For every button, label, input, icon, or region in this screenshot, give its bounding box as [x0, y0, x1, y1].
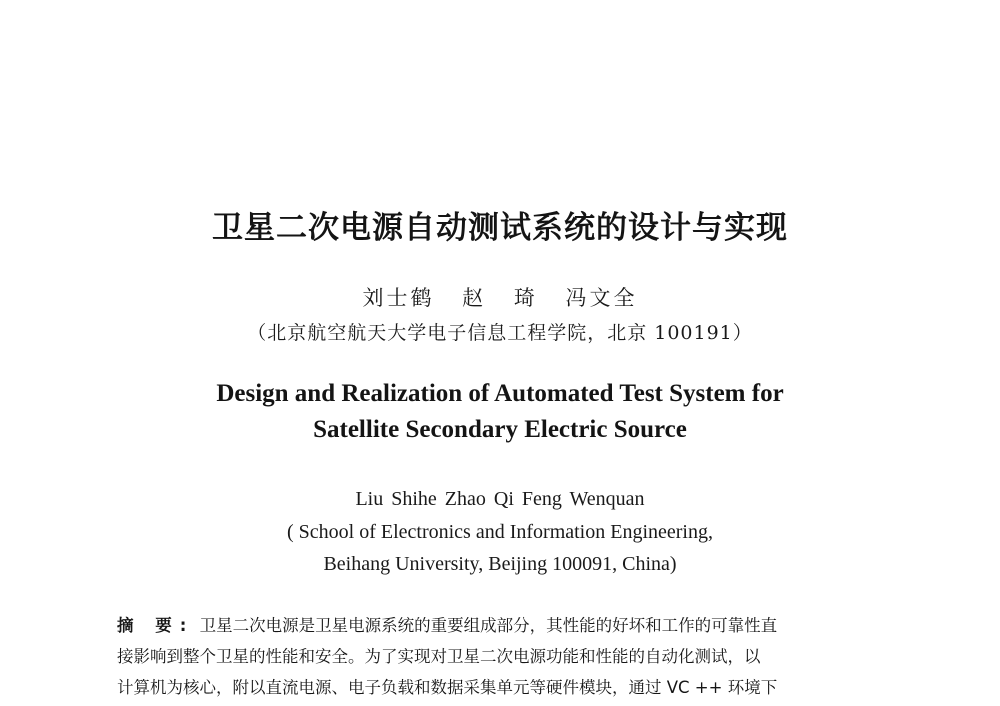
chinese-affiliation: （北京航空航天大学电子信息工程学院，北京 100191）	[247, 322, 753, 344]
abstract-line-3: 计算机为核心，附以直流电源、电子负载和数据采集单元等硬件模块，通过 VC ++ 环境下	[117, 678, 778, 697]
abstract-line-2: 接影响到整个卫星的性能和安全。为了实现对卫星二次电源功能和性能的自动化测试，以	[117, 647, 761, 666]
abstract-line-1	[117, 610, 887, 641]
chinese-title: 卫星二次电源自动测试系统的设计与实现	[212, 210, 788, 246]
abstract-text-1: 卫星二次电源是卫星电源系统的重要组成部分，其性能的好坏和工作的可靠性直	[199, 616, 778, 635]
abstract-label: 摘 要:	[117, 616, 195, 635]
english-affiliation-line-1: ( School of Electronics and Information Engineering,	[287, 521, 713, 543]
english-title-line-1: Design and Realization of Automated Test System for	[216, 380, 784, 407]
english-authors: Liu Shihe Zhao Qi Feng Wenquan	[355, 488, 645, 510]
chinese-authors: 刘士鹤 赵 琦 冯文全	[362, 286, 638, 310]
english-title-line-2: Satellite Secondary Electric Source	[313, 416, 687, 443]
english-affiliation-line-2: Beihang University, Beijing 100091, China)	[323, 553, 677, 575]
abstract-section	[117, 610, 887, 703]
